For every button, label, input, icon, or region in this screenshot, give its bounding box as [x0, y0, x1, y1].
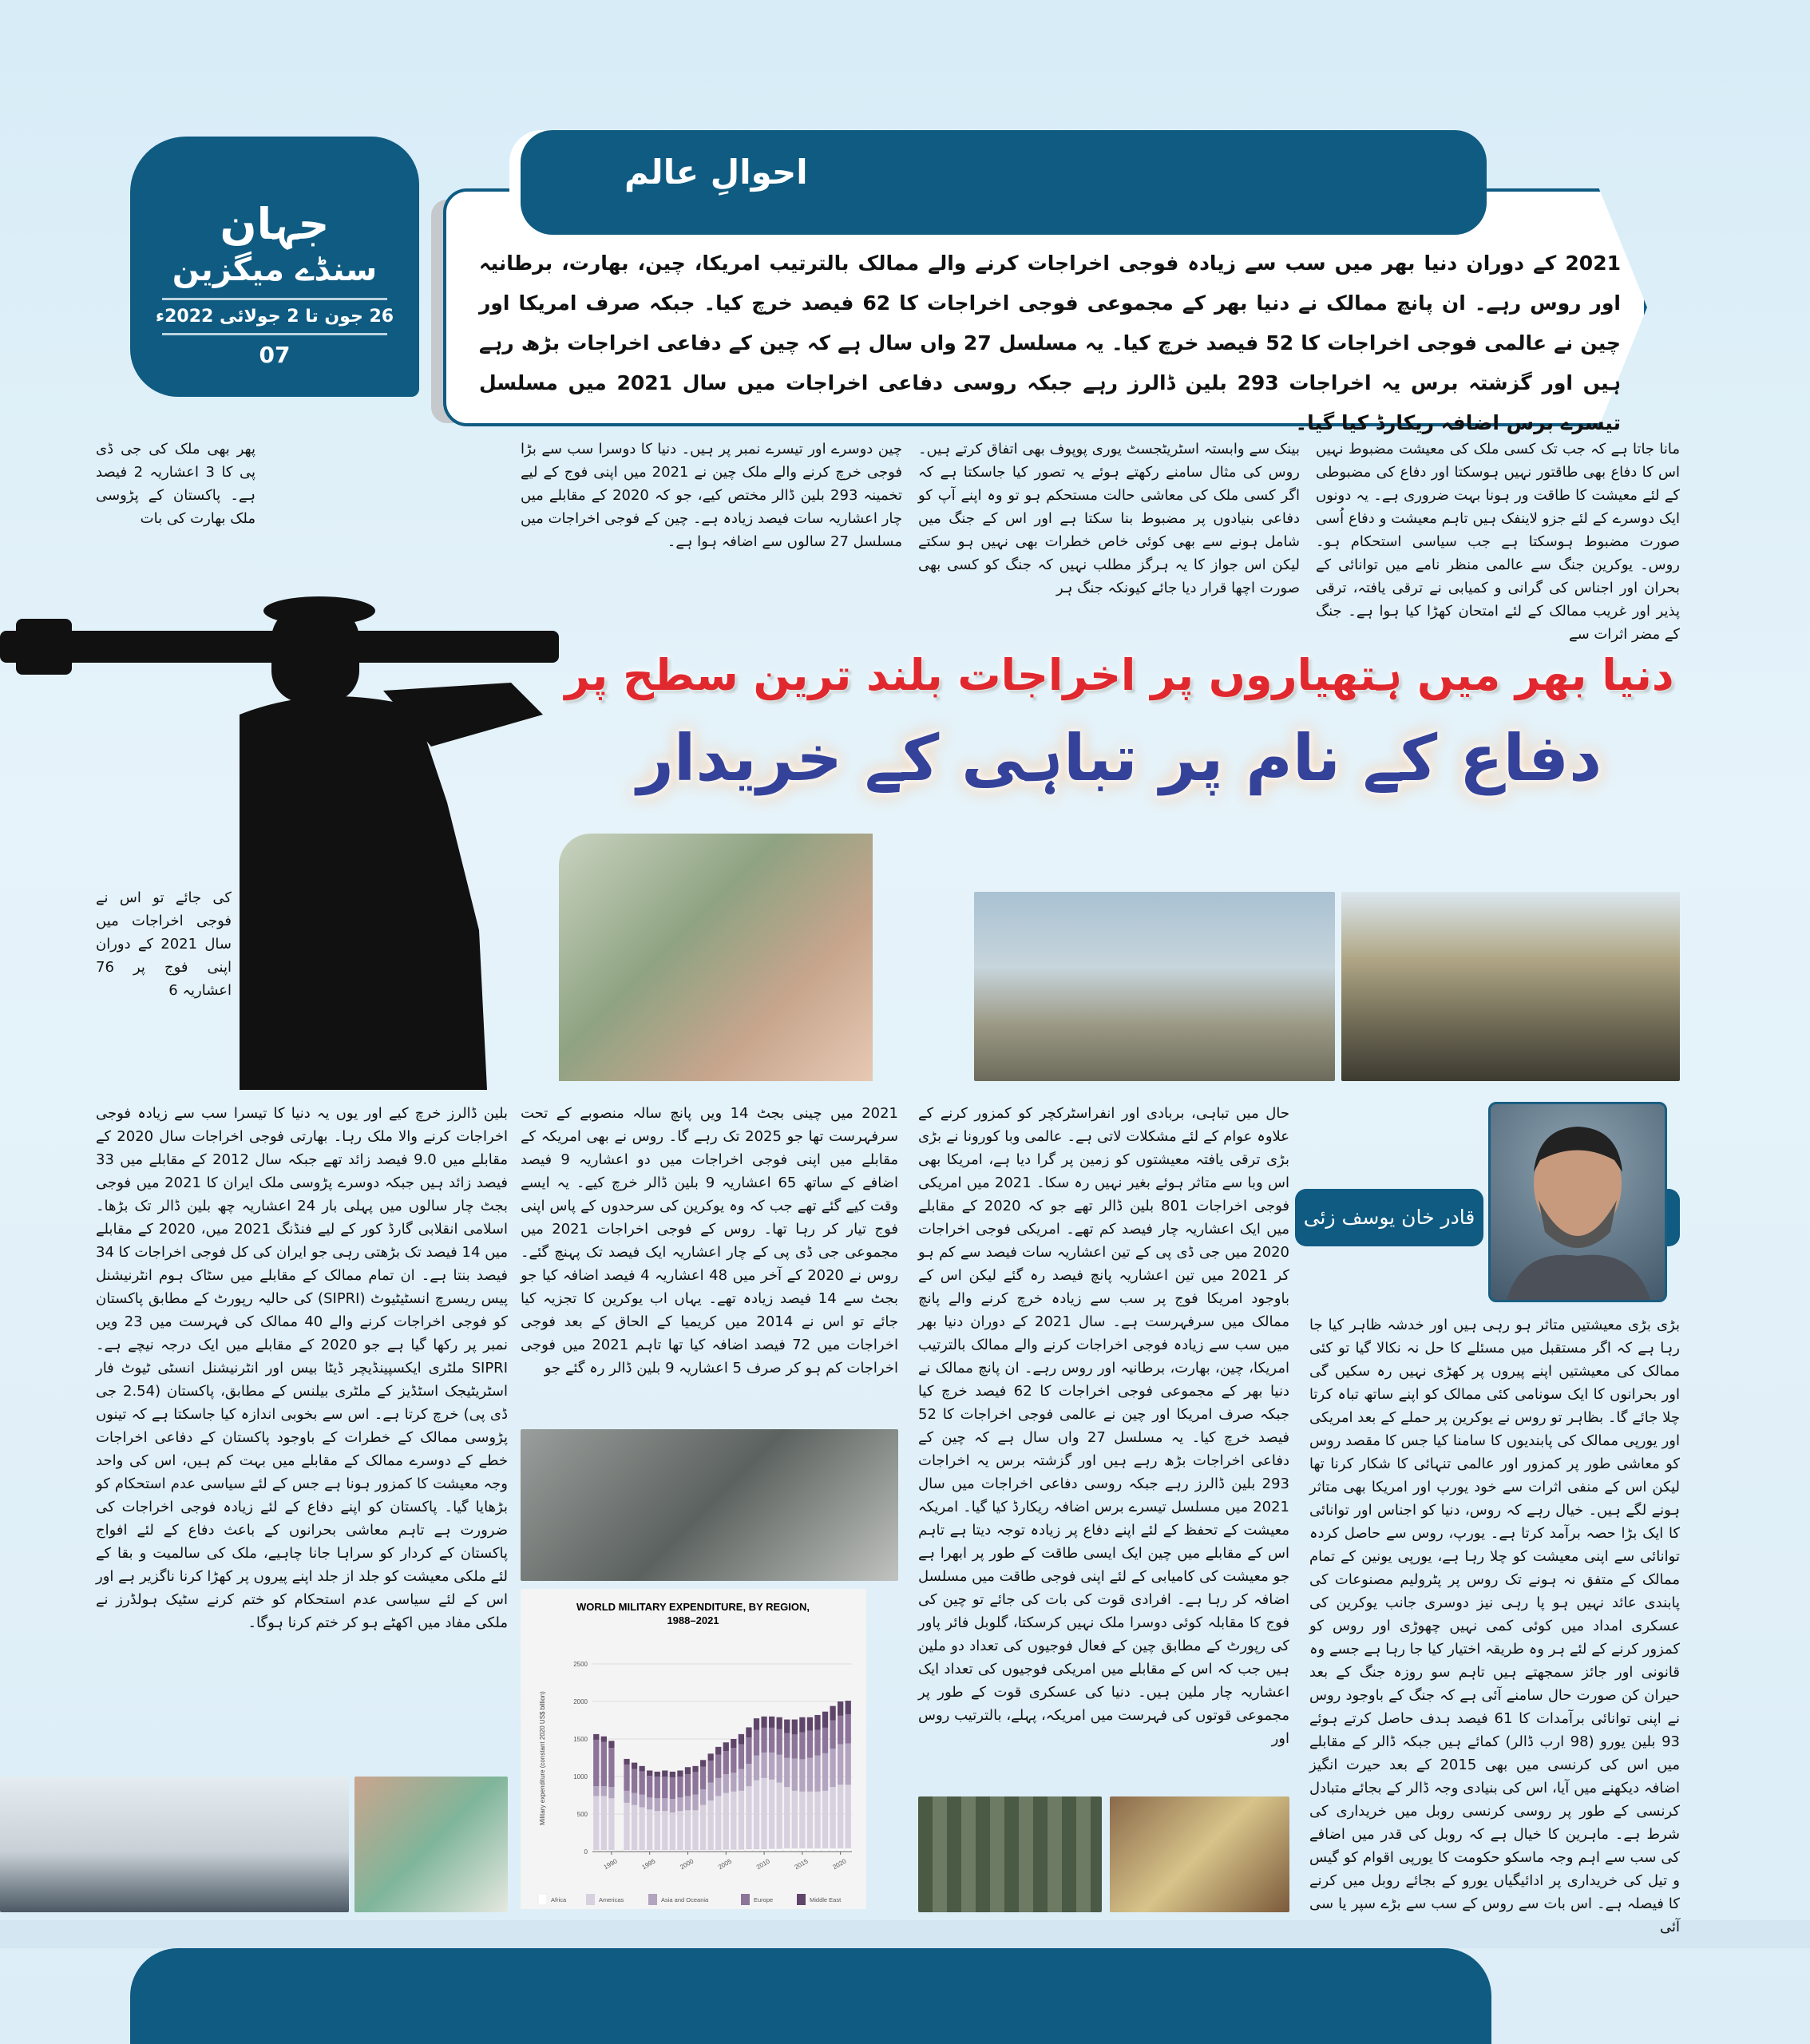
- bar-segment-europe: [601, 1742, 607, 1786]
- bar-segment-europe: [593, 1740, 599, 1786]
- magazine-name: جہان: [220, 199, 330, 249]
- bar-segment-middle-east: [692, 1766, 698, 1773]
- legend-swatch: [648, 1894, 657, 1905]
- article-column-bottom-4: بلین ڈالرز خرچ کیے اور یوں یہ دنیا کا تیسرا سب سے زیادہ فوجی اخراجات کرنے والا ملک رہا۔ بھارتی فوجی اخراجات سال 2020 کے مقابلے میں 9.0 فیصد زائد تھے جبکہ سال 2012 کے مقابلے میں 33 فیصد زائد ہیں جبکہ دوسرے پڑوسی ملک ایران کا 2021 میں فوجی بجٹ چار سالوں میں پہلی بار 24 اعشاریہ چھ بلین ڈالر تک بڑھا۔ اسلامی انقلابی گارڈ کور کے لیے فنڈنگ 2021 میں، 2020 کے مقابلے میں 14 فیصد تک بڑھتی رہی جو ایران کی کل فوجی اخراجات کا 34 فیصد بنتا ہے۔ ان تمام ممالک کے مقابلے میں سٹاک ہوم انٹرنیشنل پیس ریسرچ انسٹیٹیوٹ (SIPRI) کی حالیہ رپورٹ کے مطابق پاکستان کو فوجی اخراجات کرنے والے 40 ممالک کی فہرست میں 23 ویں نمبر پر رکھا گیا ہے جو 2020 کے مقابلے میں ایک درجہ نیچے ہے۔ SIPRI ملٹری ایکسپینڈیچر ڈیٹا بیس اور انٹرنیشنل انسٹی ٹیوٹ فار اسٹریٹیجک اسٹڈیز کے ملٹری بیلنس کے مطابق، پاکستان (2.54 جی ڈی پی) خرچ کرتا ہے۔ اس سے بخوبی اندازہ کیا جاسکتا ہے کہ تینوں پڑوسی ممالک کے خطرات کے باوجود پاکستان کے دفاعی اخراجات خطے کے دوسرے ممالک کے مقابلے میں بہت کم ہیں، اس کی واحد وجہ معیشت کا کمزور ہونا ہے جس کے لئے سیاسی عدم استحکام کو بڑھایا گیا۔ پاکستان کو اپنے دفاع کے لئے زیادہ فوجی اخراجات کی ضرورت ہے تاہم معاشی بحرانوں کے باعث دفاع کے لئے افواج پاکستان کے کردار کو سراہا جانا چاہیے، ملک کی سالمیت و بقا کے لئے ملکی معیشت کو جلد از جلد اپنے پیروں پر کھڑا کرنا ناگزیر ہے اور اس کے لئے سیاسی عدم استحکام کو ختم کرنے سٹیک ہولڈرز نے ملکی مفاد میں اکھٹے ہو کر ختم کرنا ہوگا۔: [96, 1105, 509, 1631]
- bar-segment-asia-and-oceania: [846, 1744, 851, 1785]
- bar-segment-middle-east: [677, 1770, 683, 1777]
- legend-swatch: [797, 1894, 806, 1905]
- money-in-hand-image: [559, 834, 873, 1081]
- bar-segment-europe: [846, 1714, 851, 1744]
- bar-segment-middle-east: [746, 1727, 751, 1737]
- bar-segment-americas: [769, 1780, 774, 1849]
- military-expenditure-chart: [521, 1589, 866, 1909]
- bar-segment-middle-east: [792, 1720, 798, 1735]
- chart-title-line2: 1988–2021: [667, 1614, 719, 1626]
- x-tick-label: 2005: [717, 1857, 733, 1872]
- bar-segment-asia-and-oceania: [784, 1758, 790, 1788]
- bar-segment-asia-and-oceania: [624, 1791, 629, 1803]
- bar-segment-americas: [670, 1812, 675, 1850]
- bar-segment-asia-and-oceania: [715, 1778, 721, 1796]
- bar-segment-asia-and-oceania: [670, 1799, 675, 1812]
- bar-segment-europe: [685, 1774, 691, 1796]
- bar-segment-middle-east: [846, 1701, 851, 1714]
- bar-segment-middle-east: [647, 1770, 652, 1776]
- banknotes-image: [354, 1777, 508, 1912]
- tanks-image: [974, 892, 1335, 1081]
- euro-wallet-image: [1110, 1796, 1289, 1912]
- bar-segment-europe: [799, 1733, 805, 1760]
- bar-segment-asia-and-oceania: [838, 1745, 843, 1785]
- legend-label: Americas: [599, 1896, 624, 1903]
- article-column-top-1: مانا جاتا ہے کہ جب تک کسی ملک کی معیشت مضبوط نہیں اس کا دفاع بھی طاقتور نہیں ہوسکتا اور دفاع کی مضبوطی کے لئے معیشت کا طاقت ور ہونا بہت ضروری ہے۔ یہ دونوں ایک دوسرے کے لئے جزو لاینفک ہیں تاہم معیشت و دفاع اُسی صورت مضبوط ہوسکتا ہے جب سیاسی استحکام ہو۔ روس۔ یوکرین جنگ سے عالمی منظر نامے میں توانائی کے بحران اور اجناس کی گرانی و کمیابی نے ترقی یافتہ، ترقی پذیر اور غریب ممالک کے لئے امتحان کھڑا کیا ہوا ہے۔ جنگ کے مضر اثرات سے: [1316, 441, 1680, 643]
- x-tick-label: 1995: [640, 1857, 657, 1872]
- bar-segment-middle-east: [814, 1715, 820, 1730]
- bar-segment-middle-east: [731, 1739, 736, 1748]
- bar-segment-americas: [692, 1810, 698, 1850]
- bar-segment-americas: [624, 1803, 629, 1850]
- y-tick-label: 1500: [573, 1736, 588, 1743]
- bar-segment-americas: [739, 1791, 744, 1850]
- bar-segment-europe: [655, 1777, 660, 1798]
- article-column-bottom-1: بڑی بڑی معیشتیں متاثر ہو رہی ہیں اور خدشہ ظاہر کیا جا رہا ہے کہ اگر مستقبل میں مسئلے کا حل نہ نکالا گیا تو کئی ممالک کی معیشتیں اپنے پیروں پر کھڑی نہیں رہ سکیں گی اور بحرانوں کا ایک سونامی کئی ممالک کو اپنے ساتھ تباہ کرتا چلا جائے گا۔ بظاہر تو روس نے یوکرین پر حملے کے بعد امریکی اور یورپی ممالک کی پابندیوں کا سامنا کیا جس کا مقصد روس کو معاشی طور پر کمزور اور عالمی تنہائی کا شکار کرنا تھا لیکن اس کے منفی اثرات سے خود یورپ اور امریکا بھی متاثر ہونے لگے ہیں۔ خیال رہے کہ روس، دنیا کو اجناس اور توانائی کا ایک بڑا حصہ برآمد کرتا ہے۔ یورپ، روس سے حاصل کردہ توانائی سے اپنی معیشت کو چلا رہا ہے، یورپی یونین کے تمام ممالک کے متفق نہ ہونے تک روس پر پٹرولیم مصنوعات کی پابندی عائد نہیں ہو پا رہی نیز دوسری جانب یوکرین کی عسکری امداد میں کوئی کمی نہیں چھوڑی اور روس کو کمزور کرنے کے لئے ہر وہ طریقہ اختیار کیا جا رہا ہے جسے وہ قانونی اور جائز سمجھتے ہیں تاہم سو روزہ جنگ کے بعد حیران کن صورت حال سامنے آئی ہے کہ جنگ کے باوجود روس نے اپنی توانائی برآمدات کا 61 فیصد ہدف حاصل کرتے ہوئے 93 بلین یورو (98 ارب ڈالر) کمائے ہیں جبکہ ڈالر کے مقابلے میں اس کی کرنسی میں بھی 2015 کے بعد حیرت انگیز اضافہ دیکھنے میں آیا، اس کی بنیادی وجہ ڈالر کے بجائے متبادل کرنسی کے طور پر روسی کرنسی روبل میں خریداری کی شرط ہے۔ ماہرین کا خیال ہے کہ روبل کی قدر میں اضافے کی سب سے اہم وجہ ماسکو حکومت کا یورپی اقوام کو گیس و تیل کی خریداری پر ادائیگیاں یورو کے بجائے روبل میں کرنے کا فیصلہ ہے۔ اس بات سے روس کے سب سے بڑے سپر یا سی آئی: [1309, 1317, 1681, 1935]
- chart-ylabel: Military expenditure (constant 2020 US$ billion): [539, 1691, 546, 1825]
- bar-segment-asia-and-oceania: [731, 1773, 736, 1792]
- bar-segment-africa: [799, 1848, 805, 1852]
- article-column-bottom-3: 2021 میں چینی بجٹ 14 ویں پانچ سالہ منصوبے کے تحت سرفہرست تھا جو 2025 تک رہے گا۔ روس نے بھی امریکہ کے مقابلے میں اپنی فوجی اخراجات میں دو اعشاریہ 9 فیصد اضافے کے ساتھ 65 اعشاریہ 9 بلین ڈالر خرچ کیے۔ یہ ایسے وقت کیے گئے تھے جب کہ وہ یوکرین کی سرحدوں کے پاس اپنی فوج تیار کر رہا تھا۔ روس کے فوجی اخراجات 2021 میں مجموعی جی ڈی پی کے چار اعشاریہ ایک فیصد تک پہنچ گئے۔ روس نے 2020 کے آخر میں 48 اعشاریہ 4 فیصد اضافہ کیا جو بجٹ سے 14 فیصد زیادہ تھے۔ یہاں اب یوکرین کا تجزیہ کیا جائے تو اس نے 2014 میں کریمیا کے الحاق کے بعد فوجی اخراجات میں 72 فیصد اضافہ کیا تھا تاہم 2021 میں فوجی اخراجات کم ہو کر صرف 5 اعشاریہ 9 بلین ڈالر رہ گئے جو: [521, 1105, 899, 1377]
- bar-segment-americas: [777, 1783, 782, 1849]
- bar-segment-asia-and-oceania: [799, 1759, 805, 1791]
- bar-segment-africa: [830, 1848, 835, 1852]
- bar-segment-americas: [784, 1787, 790, 1848]
- bar-segment-americas: [792, 1791, 798, 1848]
- bar-segment-europe: [769, 1728, 774, 1753]
- divider: [162, 333, 387, 335]
- bar-segment-asia-and-oceania: [777, 1755, 782, 1783]
- bar-segment-asia-and-oceania: [677, 1797, 683, 1811]
- bar-segment-americas: [731, 1792, 736, 1850]
- bar-segment-europe: [708, 1761, 714, 1782]
- bar-segment-middle-east: [632, 1763, 637, 1769]
- article-column-left-mid: کی جائے تو اس نے فوجی اخراجات میں سال 2021 کے دوران اپنی فوج پر 76 اعشاریہ 6: [96, 889, 232, 999]
- bar-segment-middle-east: [754, 1718, 759, 1730]
- issue-date: 26 جون تا 2 جولائی 2022ء: [155, 307, 394, 327]
- bar-segment-europe: [731, 1748, 736, 1773]
- bar-segment-asia-and-oceania: [723, 1774, 729, 1793]
- bar-segment-europe: [838, 1716, 843, 1745]
- bar-segment-middle-east: [784, 1720, 790, 1733]
- bar-segment-europe: [807, 1731, 813, 1758]
- bar-segment-europe: [640, 1771, 645, 1794]
- bar-segment-asia-and-oceania: [708, 1783, 714, 1801]
- bar-segment-americas: [708, 1800, 714, 1850]
- divider: [162, 298, 387, 300]
- bar-segment-americas: [640, 1808, 645, 1851]
- bar-segment-middle-east: [799, 1717, 805, 1733]
- bar-segment-middle-east: [761, 1717, 766, 1728]
- bar-segment-middle-east: [608, 1741, 614, 1748]
- bar-segment-europe: [632, 1769, 637, 1793]
- article-column-bottom-2: حال میں تباہی، بربادی اور انفراسٹرکچر کو کمزور کرنے کے علاوہ عوام کے لئے مشکلات لاتی ہے۔ عالمی وبا کورونا نے بڑی بڑی ترقی یافتہ معیشتوں کو زمین پر گرا دیا ہے، امریکا بھی اس وبا سے متاثر ہوئے بغیر نہیں رہ سکا۔ 2021 میں امریکی فوجی اخراجات 801 بلین ڈالر تھے جو کہ 2020 کے مقابلے میں ایک اعشاریہ چار فیصد کم تھے۔ امریکی فوجی اخراجات 2020 میں جی ڈی پی کے تین اعشاریہ سات فیصد سے کم ہو کر 2021 میں تین اعشاریہ پانچ فیصد رہ گئے لیکن اس کے باوجود امریکا فوج پر سب سے زیادہ خرچ کرنے والے پانچ ممالک میں سرفہرست ہے۔ سال 2021 کے دوران دنیا بھر میں سب سے زیادہ فوجی اخراجات کرنے والے ممالک بالترتیب امریکا، چین، بھارت، برطانیہ اور روس رہے۔ ان پانچ ممالک نے دنیا بھر کے مجموعی فوجی اخراجات کا 62 فیصد خرچ کیا جبکہ صرف امریکا اور چین نے عالمی فوجی اخراجات کا 52 فیصد خرچ کیا۔ یہ مسلسل 27 واں سال ہے کہ چین کے دفاعی اخراجات بڑھ رہے ہیں اور گزشتہ برس یہ اخراجات 293 بلین ڈالرز رہے جبکہ روسی دفاعی اخراجات میں سال 2021 میں مسلسل تیسرے برس اضافہ ریکارڈ کیا گیا۔ امریکہ معیشت کے تحفظ کے لئے اپنے دفاع پر زیادہ توجہ دیتا ہے تاہم اس کے مقابلے میں چین ایک ایسی طاقت کے طور پر ابھرا ہے جو معیشت کی کامیابی کے لئے اپنی فوجی طاقت میں مسلسل اضافہ کر رہا ہے۔ افرادی قوت کی بات کی جائے تو چین کی فوج کا مقابلہ کوئی دوسرا ملک نہیں کرسکتا، گلوبل فائر پاور کی رپورٹ کے مطابق چین کے فعال فوجیوں کی تعداد دو ملین ہیں جب کہ اس کے مقابلے میں امریکی فوجیوں کی تعداد ایک اعشاریہ چار ملین ہیں۔ دنیا کی عسکری قوت کے طور پر مجموعی قوتوں کی فہرست میں امریکہ، پہلے، بالترتیب روس اور: [918, 1105, 1290, 1747]
- author-portrait-icon: [1491, 1104, 1665, 1300]
- bar-segment-middle-east: [822, 1712, 828, 1728]
- soldiers-image: [521, 1429, 898, 1581]
- bar-segment-europe: [715, 1755, 721, 1778]
- bar-segment-americas: [715, 1796, 721, 1850]
- section-title: احوالِ عالم: [624, 153, 808, 192]
- bar-segment-middle-east: [655, 1772, 660, 1777]
- bar-segment-americas: [632, 1805, 637, 1850]
- author-name: قادر خان یوسف زئی: [1295, 1189, 1483, 1246]
- bar-segment-middle-east: [640, 1766, 645, 1772]
- y-tick-label: 2000: [573, 1698, 588, 1705]
- bar-segment-americas: [846, 1785, 851, 1848]
- bar-segment-middle-east: [593, 1734, 599, 1740]
- bar-segment-asia-and-oceania: [640, 1795, 645, 1808]
- main-headline: دفاع کے نام پر تباہی کے خریدار: [636, 721, 1602, 795]
- legend-swatch: [586, 1894, 595, 1905]
- bar-segment-africa: [846, 1848, 851, 1852]
- bar-segment-europe: [822, 1728, 828, 1753]
- bar-segment-middle-east: [777, 1717, 782, 1729]
- legend-swatch: [538, 1894, 547, 1905]
- bar-segment-americas: [700, 1805, 706, 1850]
- bar-segment-asia-and-oceania: [739, 1769, 744, 1791]
- bar-segment-europe: [746, 1737, 751, 1764]
- bar-segment-europe: [677, 1777, 683, 1797]
- bar-segment-asia-and-oceania: [593, 1786, 599, 1796]
- bar-segment-middle-east: [830, 1706, 835, 1721]
- bar-segment-asia-and-oceania: [792, 1758, 798, 1790]
- footer-band: [130, 1948, 1491, 2044]
- bar-segment-asia-and-oceania: [769, 1753, 774, 1780]
- bar-segment-middle-east: [807, 1717, 813, 1731]
- bar-segment-europe: [784, 1733, 790, 1757]
- warship-gun-image: [0, 1777, 349, 1912]
- bar-segment-europe: [670, 1777, 675, 1799]
- x-tick-label: 2015: [793, 1857, 810, 1872]
- bar-segment-europe: [830, 1721, 835, 1749]
- bar-segment-africa: [784, 1848, 790, 1852]
- bar-segment-europe: [624, 1765, 629, 1791]
- bar-segment-americas: [601, 1796, 607, 1850]
- bar-segment-asia-and-oceania: [807, 1758, 813, 1792]
- bar-segment-americas: [754, 1781, 759, 1849]
- bar-segment-asia-and-oceania: [822, 1753, 828, 1791]
- bar-segment-asia-and-oceania: [685, 1796, 691, 1810]
- bar-segment-americas: [647, 1809, 652, 1850]
- bar-segment-americas: [838, 1785, 843, 1848]
- bar-segment-europe: [608, 1748, 614, 1787]
- masthead-badge: [130, 137, 419, 397]
- legend-label: Middle East: [810, 1896, 842, 1903]
- bar-segment-europe: [662, 1777, 667, 1798]
- x-tick-label: 1990: [602, 1857, 619, 1872]
- army-parade-image: [918, 1796, 1102, 1912]
- rocket-launcher-image: [1341, 892, 1680, 1081]
- bar-segment-americas: [822, 1791, 828, 1848]
- bar-segment-asia-and-oceania: [692, 1795, 698, 1811]
- bar-segment-europe: [814, 1730, 820, 1756]
- bar-segment-europe: [739, 1745, 744, 1769]
- intro-text: 2021 کے دوران دنیا بھر میں سب سے زیادہ فوجی اخراجات کرنے والے ممالک بالترتیب امریکا، چین، بھارت، برطانیہ اور روس رہے۔ ان پانچ ممالک نے دنیا بھر کے مجموعی فوجی اخراجات کا 62 فیصد خرچ کیا۔ جبکہ صرف امریکا اور چین نے عالمی فوجی اخراجات کا 52 فیصد خرچ کیا۔ یہ مسلسل 27 واں سال ہے کہ چین کے دفاعی اخراجات بڑھ رہے ہیں اور گزشتہ برس یہ اخراجات 293 بلین ڈالرز رہے جبکہ روسی دفاعی اخراجات میں سال 2021 میں مسلسل تیسرے برس اضافہ ریکارڈ کیا گیا۔: [479, 252, 1622, 434]
- section-title-tab: [521, 130, 1487, 235]
- bar-segment-asia-and-oceania: [632, 1793, 637, 1805]
- chart-title: WORLD MILITARY EXPENDITURE, BY REGION,: [576, 1601, 810, 1613]
- bar-segment-americas: [677, 1811, 683, 1850]
- bar-segment-middle-east: [662, 1770, 667, 1777]
- bar-segment-asia-and-oceania: [814, 1756, 820, 1792]
- bar-segment-americas: [593, 1796, 599, 1850]
- y-tick-label: 2500: [573, 1661, 588, 1668]
- bar-segment-europe: [700, 1767, 706, 1789]
- bar-segment-europe: [647, 1776, 652, 1797]
- bar-segment-americas: [685, 1810, 691, 1850]
- article-column-top-4: پھر بھی ملک کی جی ڈی پی کا 3 اعشاریہ 2 فیصد ہے۔ پاکستان کے پڑوسی ملک بھارت کی بات: [96, 441, 255, 527]
- bar-segment-asia-and-oceania: [754, 1756, 759, 1781]
- bar-segment-americas: [608, 1798, 614, 1850]
- x-tick-label: 2020: [831, 1857, 848, 1872]
- bar-segment-europe: [754, 1730, 759, 1756]
- page-number: 07: [259, 342, 291, 368]
- bar-segment-asia-and-oceania: [647, 1797, 652, 1809]
- bar-segment-middle-east: [715, 1747, 721, 1755]
- bar-segment-americas: [746, 1786, 751, 1849]
- bar-segment-americas: [807, 1792, 813, 1848]
- bar-segment-americas: [662, 1811, 667, 1850]
- bar-segment-europe: [723, 1751, 729, 1774]
- bar-segment-americas: [723, 1793, 729, 1850]
- bar-segment-europe: [761, 1728, 766, 1753]
- bar-segment-asia-and-oceania: [746, 1764, 751, 1786]
- bar-segment-middle-east: [685, 1767, 691, 1774]
- bar-segment-middle-east: [739, 1734, 744, 1745]
- bar-segment-americas: [655, 1811, 660, 1850]
- x-tick-label: 2000: [679, 1857, 695, 1872]
- author-photo: [1488, 1102, 1667, 1302]
- bar-segment-americas: [814, 1792, 820, 1848]
- bar-segment-americas: [799, 1792, 805, 1848]
- bar-segment-americas: [830, 1787, 835, 1848]
- y-tick-label: 0: [584, 1848, 588, 1856]
- bar-segment-middle-east: [708, 1753, 714, 1761]
- article-column-top-3: چین دوسرے اور تیسرے نمبر پر ہیں۔ دنیا کا دوسرا سب سے بڑا فوجی خرچ کرنے والے ملک چین نے 2021 میں اپنی فوج کے لیے تخمینہ 293 بلین ڈالر مختص کیے، جو کہ 2020 کے مقابلے میں چار اعشاریہ سات فیصد زیادہ ہے۔ چین کے فوجی اخراجات میں مسلسل 27 سالوں سے اضافہ ہوا ہے۔: [521, 441, 902, 550]
- bar-segment-asia-and-oceania: [608, 1787, 614, 1798]
- bar-segment-europe: [777, 1729, 782, 1755]
- y-tick-label: 1000: [573, 1773, 588, 1781]
- legend-label: Asia and Oceania: [661, 1896, 709, 1903]
- bar-segment-middle-east: [601, 1737, 607, 1742]
- x-tick-label: 2010: [754, 1857, 771, 1872]
- bar-segment-middle-east: [838, 1701, 843, 1716]
- sub-headline: دنیا بھر میں ہتھیاروں پر اخراجات بلند ترین سطح پر: [564, 650, 1674, 700]
- bar-segment-europe: [792, 1734, 798, 1758]
- bar-segment-asia-and-oceania: [761, 1753, 766, 1778]
- article-column-top-2: بینک سے وابستہ اسٹریٹجسٹ یوری پوپوف بھی اتفاق کرتے ہیں۔ روس کی مثال سامنے رکھتے ہوئے یہ تصور کیا جاسکتا ہے کہ اگر کسی ملک کی معاشی حالت مستحکم ہو تو وہ اپنے آپ کو دفاعی بنیادوں پر مضبوط بنا سکتا ہے اور اس کے جنگ میں شامل ہونے سے بھی کوئی خاص خطرات بھی نہیں ہو سکتے لیکن اس جواز کا یہ ہرگز مطلب نہیں کہ جنگ کو کسی بھی صورت اچھا قرار دیا جائے کیونکہ جنگ ہر: [918, 441, 1300, 596]
- bar-segment-europe: [692, 1772, 698, 1794]
- legend-swatch: [741, 1894, 750, 1905]
- bar-segment-middle-east: [700, 1760, 706, 1766]
- bar-segment-asia-and-oceania: [662, 1798, 667, 1811]
- bar-segment-asia-and-oceania: [830, 1749, 835, 1787]
- chart-svg: [521, 1589, 866, 1909]
- soldier-silhouette-image: [0, 595, 559, 1090]
- magazine-subname: سنڈے میگزین: [172, 252, 378, 288]
- bar-segment-middle-east: [624, 1759, 629, 1765]
- bar-segment-asia-and-oceania: [655, 1798, 660, 1811]
- bar-segment-africa: [822, 1848, 828, 1852]
- bar-segment-middle-east: [769, 1717, 774, 1728]
- bar-segment-middle-east: [670, 1772, 675, 1777]
- bar-segment-asia-and-oceania: [700, 1789, 706, 1805]
- bar-segment-middle-east: [723, 1742, 729, 1751]
- bar-segment-asia-and-oceania: [601, 1786, 607, 1796]
- legend-label: Europe: [754, 1896, 774, 1903]
- bar-segment-africa: [792, 1848, 798, 1852]
- bar-segment-africa: [814, 1848, 820, 1852]
- bar-segment-americas: [761, 1778, 766, 1849]
- legend-label: Africa: [551, 1896, 567, 1903]
- y-tick-label: 500: [576, 1811, 588, 1818]
- bar-segment-africa: [807, 1848, 813, 1852]
- bar-segment-africa: [838, 1848, 843, 1852]
